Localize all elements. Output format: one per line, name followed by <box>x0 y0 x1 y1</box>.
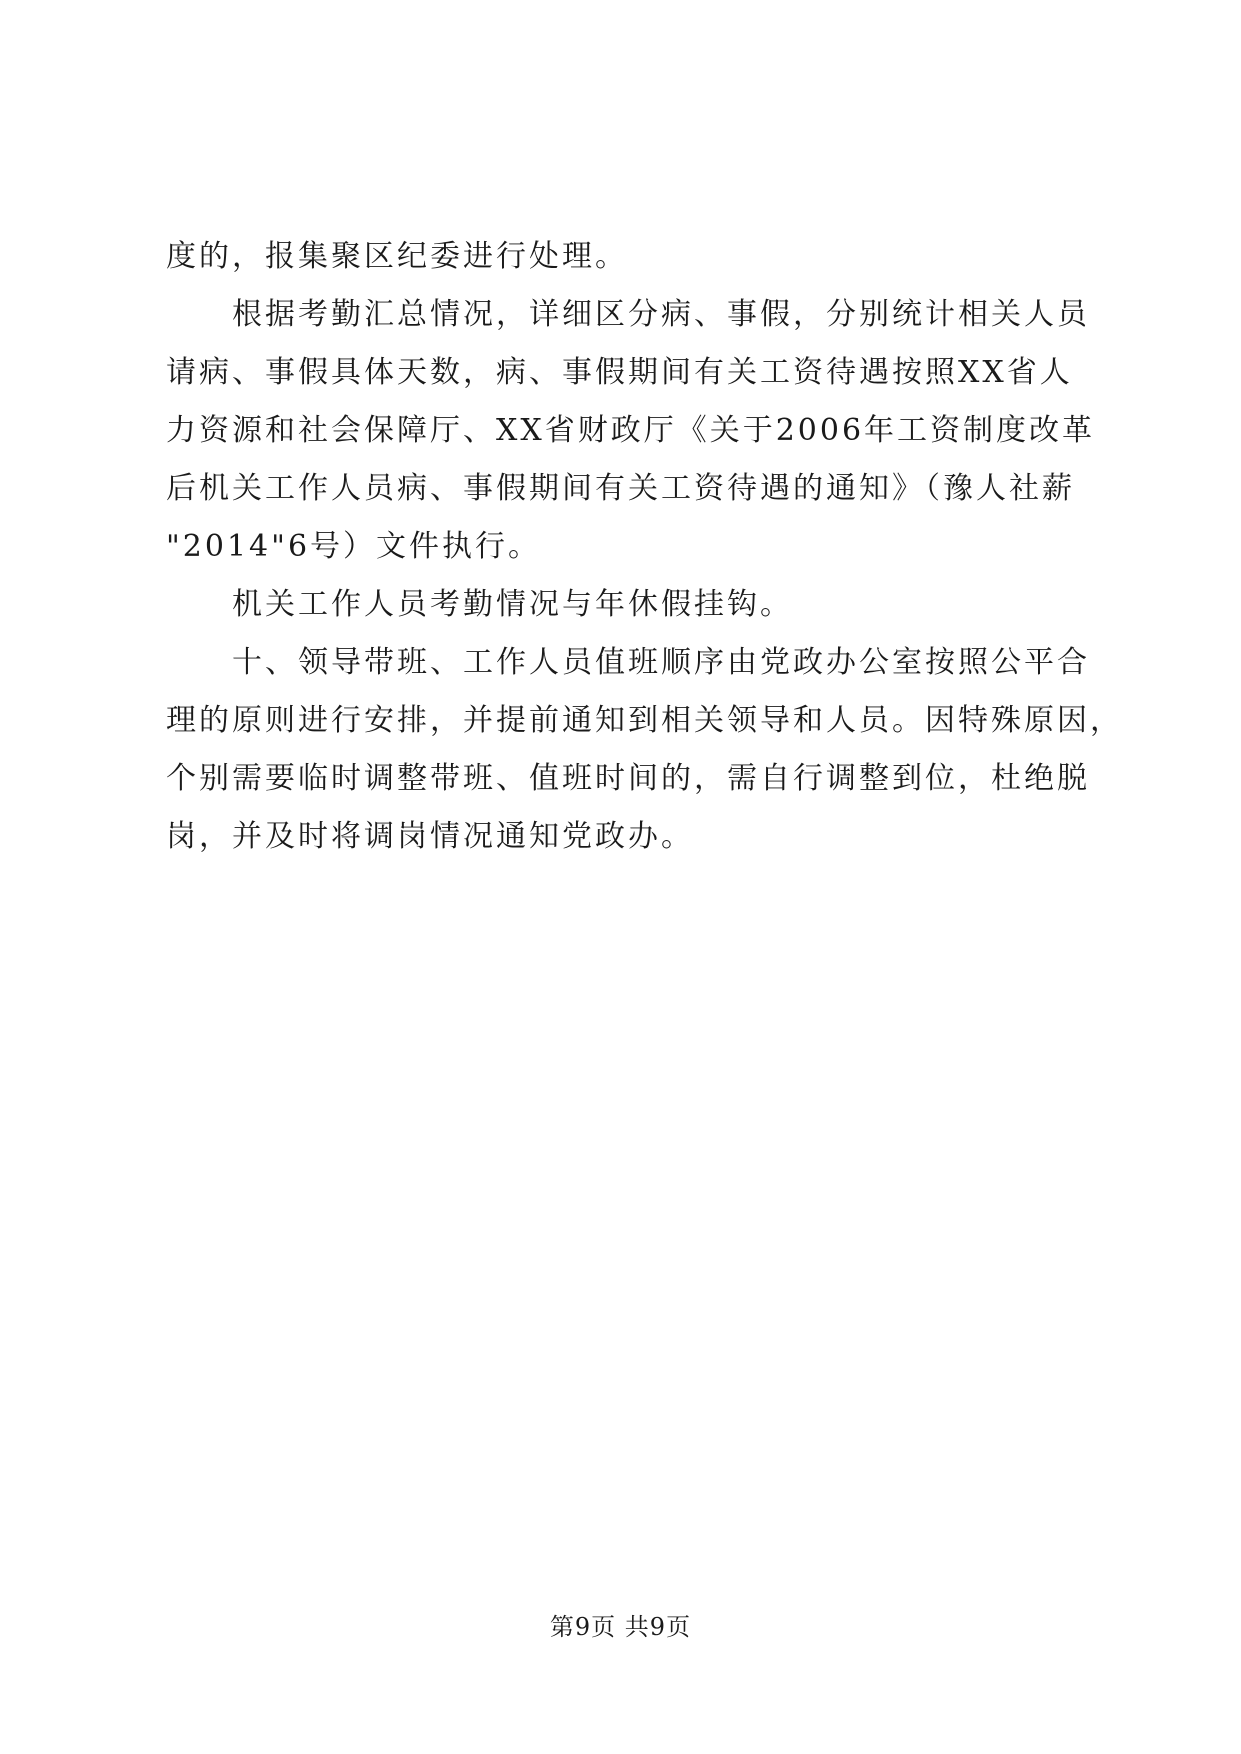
text-line-1: 度的，报集聚区纪委进行处理。 <box>166 239 628 274</box>
text-line-5: 后机关工作人员病、事假期间有关工资待遇的通知》（豫人社薪 <box>166 471 1075 506</box>
text-line-11: 岗，并及时将调岗情况通知党政办。 <box>166 819 694 854</box>
text-line-10: 个别需要临时调整带班、值班时间的，需自行调整到位，杜绝脱 <box>166 761 1090 796</box>
text-line-3: 请病、事假具体天数，病、事假期间有关工资待遇按照XX省人 <box>166 355 1073 390</box>
body-text <box>166 228 1123 866</box>
text-line-2: 根据考勤汇总情况，详细区分病、事假，分别统计相关人员 <box>232 297 1090 332</box>
text-line-8: 十、领导带班、工作人员值班顺序由党政办公室按照公平合 <box>232 645 1090 680</box>
text-line-4: 力资源和社会保障厅、XX省财政厅《关于2006年工资制度改革 <box>166 413 1096 448</box>
page-footer: 第9页 共9页 <box>549 1613 692 1641</box>
text-line-9: 理的原则进行安排，并提前通知到相关领导和人员。因特殊原因， <box>166 703 1123 738</box>
text-line-6: "2014"6号）文件执行。 <box>166 529 542 564</box>
text-line-7: 机关工作人员考勤情况与年休假挂钩。 <box>232 587 793 622</box>
